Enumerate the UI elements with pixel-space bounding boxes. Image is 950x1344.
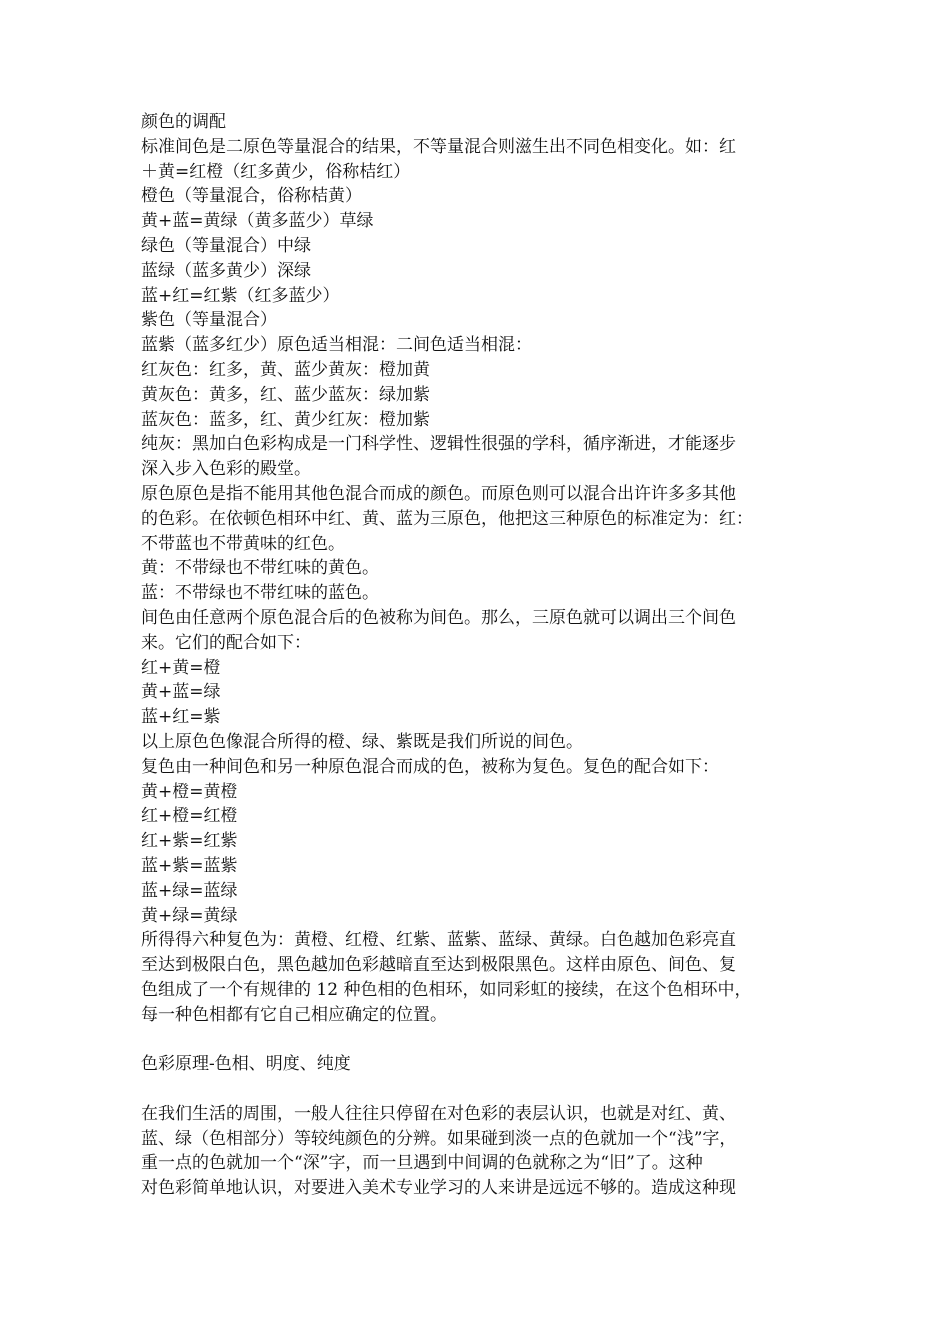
doc-line: 蓝：不带绿也不带红味的蓝色。 <box>141 583 379 604</box>
doc-line: 色组成了一个有规律的 12 种色相的色相环，如同彩虹的接续，在这个色相环中， <box>141 979 752 1000</box>
doc-line: 黄+绿=黄绿 <box>141 905 238 926</box>
doc-line: 黄+蓝=绿 <box>141 682 221 703</box>
doc-line: 间色由任意两个原色混合后的色被称为间色。那么，三原色就可以调出三个间色 <box>141 607 736 628</box>
doc-line: 红灰色：红多，黄、蓝少黄灰：橙加黄 <box>141 359 430 380</box>
doc-line: ＋黄=红橙（红多黄少，俗称桔红） <box>141 161 411 182</box>
doc-line: 蓝紫（蓝多红少）原色适当相混：二间色适当相混： <box>141 335 532 356</box>
doc-line: 蓝+绿=蓝绿 <box>141 880 238 901</box>
doc-line: 紫色（等量混合） <box>141 310 277 331</box>
doc-line: 蓝灰色：蓝多，红、黄少红灰：橙加紫 <box>141 409 430 430</box>
doc-line: 对色彩简单地认识，对要进入美术专业学习的人来讲是远远不够的。造成这种现 <box>141 1178 736 1199</box>
doc-line: 蓝绿（蓝多黄少）深绿 <box>141 260 311 281</box>
doc-line: 红+橙=红橙 <box>141 806 238 827</box>
doc-line: 标准间色是二原色等量混合的结果，不等量混合则滋生出不同色相变化。如：红 <box>141 136 736 157</box>
doc-line: 至达到极限白色，黑色越加色彩越暗直至达到极限黑色。这样由原色、间色、复 <box>141 955 736 976</box>
doc-line: 红+紫=红紫 <box>141 831 238 852</box>
doc-line: 红+黄=橙 <box>141 657 221 678</box>
doc-line: 纯灰：黑加白色彩构成是一门科学性、逻辑性很强的学科，循序渐进，才能逐步 <box>141 434 736 455</box>
doc-line: 黄：不带绿也不带红味的黄色。 <box>141 558 379 579</box>
doc-title: 颜色的调配 <box>141 112 226 132</box>
doc-line: 所得得六种复色为：黄橙、红橙、红紫、蓝紫、蓝绿、黄绿。白色越加色彩亮直 <box>141 930 736 951</box>
doc-line: 蓝+紫=蓝紫 <box>141 855 238 876</box>
doc-line: 绿色（等量混合）中绿 <box>141 235 311 256</box>
doc-line: 不带蓝也不带黄味的红色。 <box>141 533 345 554</box>
paragraph-gap <box>141 1077 817 1102</box>
doc-line: 蓝、绿（色相部分）等较纯颜色的分辨。如果碰到淡一点的色就加一个“浅”字， <box>141 1128 737 1149</box>
doc-line: 以上原色色像混合所得的橙、绿、紫既是我们所说的间色。 <box>141 731 583 752</box>
doc-line: 的色彩。在依顿色相环中红、黄、蓝为三原色，他把这三种原色的标准定为：红： <box>141 508 753 529</box>
doc-line: 原色原色是指不能用其他色混合而成的颜色。而原色则可以混合出许许多多其他 <box>141 483 736 504</box>
doc-line: 黄+橙=黄橙 <box>141 781 238 802</box>
doc-line: 每一种色相都有它自己相应确定的位置。 <box>141 1004 447 1025</box>
doc-line: 在我们生活的周围，一般人往往只停留在对色彩的表层认识，也就是对红、黄、 <box>141 1103 736 1124</box>
paragraph-gap <box>141 1027 817 1052</box>
document-page <box>141 110 817 1201</box>
doc-line: 蓝+红=红紫（红多蓝少） <box>141 285 340 306</box>
doc-line: 黄灰色：黄多，红、蓝少蓝灰：绿加紫 <box>141 384 430 405</box>
doc-line: 复色由一种间色和另一种原色混合而成的色，被称为复色。复色的配合如下： <box>141 756 719 777</box>
doc-line: 黄+蓝=黄绿（黄多蓝少）草绿 <box>141 211 374 232</box>
section-title: 色彩原理-色相、明度、纯度 <box>141 1054 351 1075</box>
doc-line: 蓝+红=紫 <box>141 707 221 728</box>
doc-line: 重一点的色就加一个“深”字，而一旦遇到中间调的色就称之为“旧”了。这种 <box>141 1153 703 1174</box>
doc-line: 深入步入色彩的殿堂。 <box>141 459 311 480</box>
doc-line: 来。它们的配合如下： <box>141 632 311 653</box>
doc-line: 橙色（等量混合，俗称桔黄） <box>141 186 362 207</box>
